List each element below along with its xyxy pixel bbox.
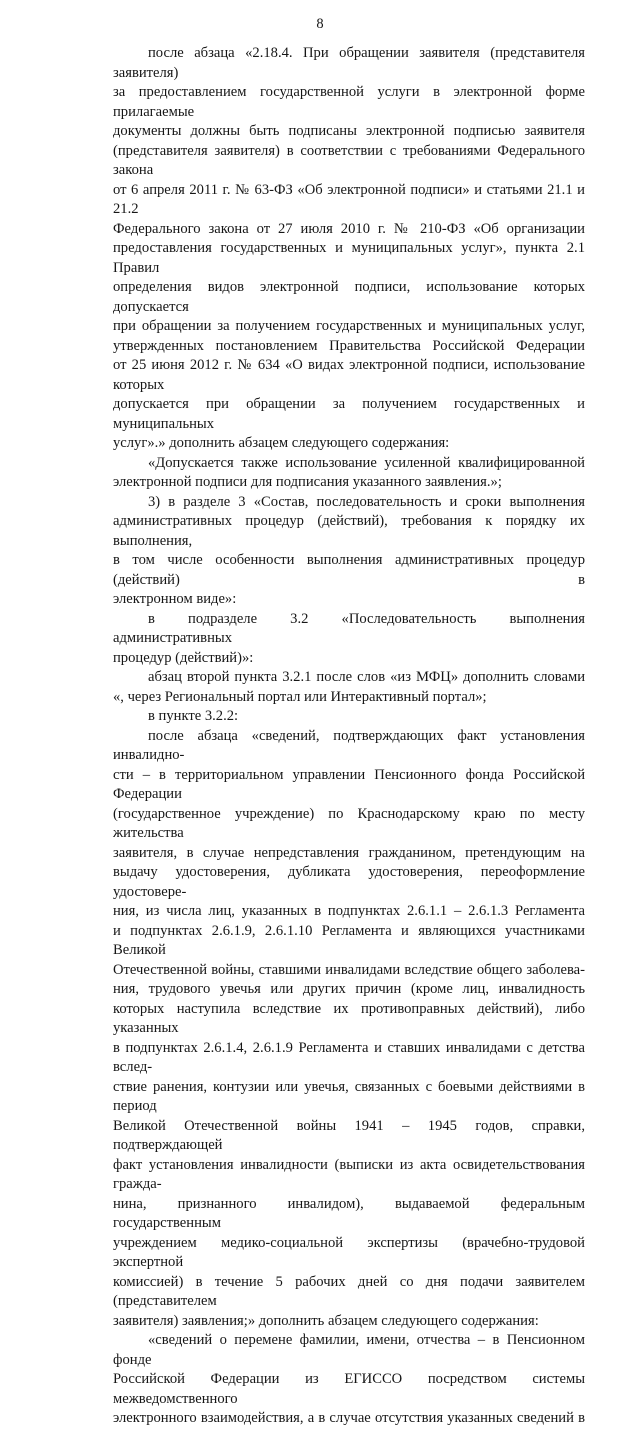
text-line: в том числе особенности выполнения административных процедур (действий) в: [113, 552, 585, 588]
text-line: электронной подписи для подписания указанного заявления.»;: [113, 474, 502, 490]
text-line: после абзаца «2.18.4. При обращении заявителя (представителя заявителя): [113, 45, 585, 81]
text-line: заявителя, в случае непредставления гражданином, претендующим на: [113, 844, 585, 861]
text-line: «, через Региональный портал или Интерактивный портал»;: [113, 688, 487, 705]
text-line: услуг».» дополнить абзацем следующего содержания:: [113, 435, 450, 451]
paragraph: [113, 493, 585, 610]
text-line: учреждением медико-социальной экспертизы (врачебно-трудовой экспертной: [113, 1234, 585, 1270]
text-line: Российской Федерации из ЕГИССО посредством системы межведомственного: [113, 1371, 585, 1407]
text-line: определения видов электронной подписи, использование которых допускается: [113, 279, 585, 315]
paragraph: [113, 727, 585, 1332]
text-line: предоставления государственных и муниципальных услуг», пункта 2.1 Правил: [113, 240, 585, 276]
text-line: ния, из числа лиц, указанных в подпунктах 2.6.1.1 – 2.6.1.3 Регламента: [113, 903, 585, 919]
text-line: выдачу удостоверения, дубликата удостоверения, переоформление удостовере-: [113, 864, 585, 900]
text-line: «Допускается также использование усиленной квалифицированной: [148, 454, 585, 471]
text-line: после абзаца «сведений, подтверждающих факт установления инвалидно-: [113, 727, 585, 763]
text-line: 3) в разделе 3 «Состав, последовательность и сроки выполнения: [148, 493, 585, 510]
document-body: [113, 44, 585, 1429]
text-line: сти – в территориальном управлении Пенсионного фонда Российской Федерации: [113, 766, 585, 802]
text-line: и подпунктах 2.6.1.9, 2.6.1.10 Регламента и являющихся участниками Великой: [113, 922, 585, 958]
text-line: от 6 апреля 2011 г. № 63-ФЗ «Об электронной подписи» и статьями 21.1 и 21.2: [113, 181, 585, 217]
text-line: от 25 июня 2012 г. № 634 «О видах электронной подписи, использование которых: [113, 357, 585, 393]
text-line: факт установления инвалидности (выписки из акта освидетельствования гражда-: [113, 1156, 585, 1192]
text-line: утвержденных постановлением Правительства Российской Федерации: [113, 337, 585, 354]
paragraph: [113, 610, 585, 669]
paragraph: [113, 668, 585, 707]
text-line: за предоставлением государственной услуги в электронной форме прилагаемые: [113, 84, 585, 120]
text-line: Федерального закона от 27 июля 2010 г. № 210-ФЗ «Об организации: [113, 220, 585, 237]
paragraph: [113, 44, 585, 454]
text-line: документы должны быть подписаны электронной подписью заявителя: [113, 123, 585, 139]
text-line: которых наступила вследствие их противоправных действий), либо указанных: [113, 1000, 585, 1036]
paragraph: [113, 707, 585, 727]
text-line: процедур (действий)»:: [113, 649, 254, 666]
text-line: ствие ранения, контузии или увечья, связанных с боевыми действиями в период: [113, 1078, 585, 1114]
text-line: абзац второй пункта 3.2.1 после слов «из МФЦ» дополнить словами: [148, 669, 585, 685]
text-line: Великой Отечественной войны 1941 – 1945 годов, справки, подтверждающей: [113, 1117, 585, 1153]
paragraph: [113, 454, 585, 493]
text-line: нина, признанного инвалидом), выдаваемой федеральным государственным: [113, 1195, 585, 1231]
page-number: 8: [316, 16, 324, 32]
text-line: в подпунктах 2.6.1.4, 2.6.1.9 Регламента и ставших инвалидами с детства вслед-: [113, 1039, 585, 1075]
text-line: (государственное учреждение) по Краснодарскому краю по месту жительства: [113, 805, 585, 841]
text-line: в пункте 3.2.2:: [148, 708, 239, 724]
text-line: административных процедур (действий), требования к порядку их выполнения,: [113, 513, 585, 549]
text-line: комиссией) в течение 5 рабочих дней со дня подачи заявителем (представителем: [113, 1273, 585, 1309]
text-line: заявителя) заявления;» дополнить абзацем следующего содержания:: [113, 1312, 539, 1329]
text-line: (представителя заявителя) в соответствии с требованиями Федерального закона: [113, 142, 585, 178]
text-line: допускается при обращении за получением государственных и муниципальных: [113, 396, 585, 432]
text-line: электронного взаимодействия, а в случае отсутствия указанных сведений в: [113, 1410, 585, 1426]
text-line: электронном виде»:: [113, 591, 237, 607]
text-line: ния, трудового увечья или других причин (кроме лиц, инвалидность: [113, 981, 585, 997]
text-line: при обращении за получением государственных и муниципальных услуг,: [113, 318, 585, 334]
text-line: Отечественной войны, ставшими инвалидами вследствие общего заболева-: [113, 961, 585, 978]
text-line: «сведений о перемене фамилии, имени, отчества – в Пенсионном фонде: [113, 1332, 585, 1368]
text-line: в подразделе 3.2 «Последовательность выполнения административных: [113, 610, 585, 646]
paragraph: [113, 1331, 585, 1429]
